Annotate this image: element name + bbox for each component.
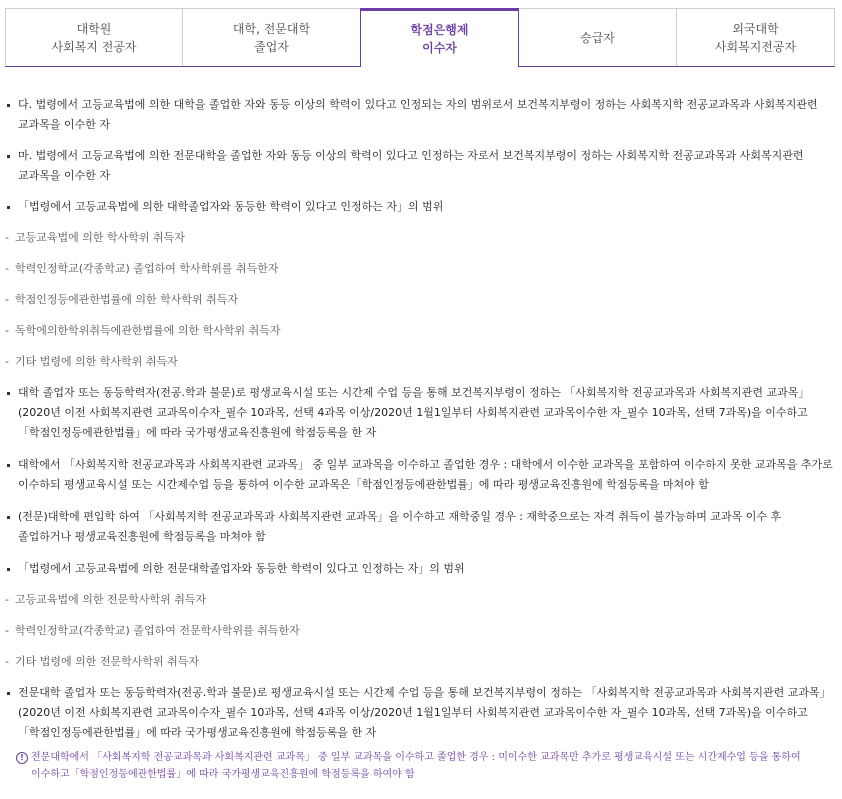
- credit-bank-content: [5, 95, 835, 783]
- tab-label-line1: 대학원: [76, 21, 112, 36]
- college-scope-item: - 기타 법령에 의한 전문학사학위 취득자: [5, 652, 835, 672]
- univ-scope-item: - 독학에의한학위취득에관한법률에 의한 학사학위 취득자: [5, 321, 835, 341]
- college-notice-text: 전문대학에서 「사회복지학 전공교과목과 사회복지관련 교과목」 중 일부 교과목을 이수하고 졸업한 경우 : 미이수한 교과목만 추가로 평생교육시설 또는 시간제수업 등을 통하여 이수하고「학점인정등에관한법률」에 따라 국가평생교육진흥원에 학점등록을 하여야 함: [31, 752, 801, 780]
- college-notice: [5, 749, 835, 783]
- tab-foreign-university[interactable]: [676, 8, 835, 66]
- univ-scope-heading: 「법령에서 고등교육법에 의한 대학졸업자와 동등한 학력이 있다고 인정하는 자」의 범위: [5, 197, 835, 217]
- tab-label-line1: 승급자: [580, 30, 615, 45]
- tab-upgrade[interactable]: [518, 8, 677, 66]
- tab-graduate-school[interactable]: [5, 8, 183, 66]
- univ-requirement-3: (전문)대학에 편입학 하여 「사회복지학 전공교과목과 사회복지관련 교과목」을 이수하고 재학중일 경우 : 재학중으로는 자격 취득이 불가능하며 교과목 이수 후 졸업하거나 평생교육진흥원에 학점등록을 마쳐야 함: [5, 507, 835, 547]
- tab-label-line1: 학점은행제: [410, 23, 469, 37]
- tab-label-line1: 외국대학: [732, 21, 779, 36]
- exclamation-icon: !: [16, 752, 28, 764]
- college-scope-heading: 「법령에서 고등교육법에 의한 전문대학졸업자와 동등한 학력이 있다고 인정하는 자」의 범위: [5, 559, 835, 579]
- tab-label-line2: 사회복지 전공자: [51, 39, 137, 54]
- clause-ma: 마. 법령에서 고등교육법에 의한 전문대학을 졸업한 자와 동등 이상의 학력이 있다고 인정하는 자로서 보건복지부령이 정하는 사회복지학 전공교과목과 사회복지관련 교과목을 이수한 자: [5, 146, 835, 186]
- tab-credit-bank[interactable]: [360, 8, 519, 67]
- univ-requirement-1: 대학 졸업자 또는 동등학력자(전공.학과 불문)로 평생교육시설 또는 시간제 수업 등을 통해 보건복지부령이 정하는 「사회복지학 전공교과목과 사회복지관련 교과목」(2020년 이전 사회복지관련 교과목이수자_필수 10과목, 선택 4과목 이상/2020년 1월1일부터 사회복지관련 교과목이수한 자_필수 10과목, 선택 7과목)을 이수하고 「학점인정등에관한법률」에 따라 국가평생교육진흥원에 학점등록을 한 자: [5, 383, 835, 443]
- univ-scope-item: - 기타 법령에 의한 학사학위 취득자: [5, 352, 835, 372]
- college-scope-item: - 학력인정학교(각종학교) 졸업하여 전문학사학위를 취득한자: [5, 621, 835, 641]
- tab-label-line2: 졸업자: [254, 39, 289, 54]
- univ-scope-item: - 학력인정학교(각종학교) 졸업하여 학사학위를 취득한자: [5, 259, 835, 279]
- qualification-tabs: [5, 8, 835, 67]
- univ-requirement-2: 대학에서 「사회복지학 전공교과목과 사회복지관련 교과목」 중 일부 교과목을 이수하고 졸업한 경우 : 대학에서 이수한 교과목을 포함하여 이수하지 못한 교과목을 추가로 이수하되 평생교육시설 또는 시간제수업 등을 통하여 이수한 교과목은「학점인정등에관한법률」에 따라 평생교육진흥원에 학점등록을 마쳐야 함: [5, 455, 835, 495]
- univ-scope-item: - 고등교육법에 의한 학사학위 취득자: [5, 228, 835, 248]
- tab-label-line2: 사회복지전공자: [714, 39, 797, 54]
- tab-label-line1: 대학, 전문대학: [232, 21, 311, 36]
- tab-college-graduate[interactable]: [182, 8, 361, 66]
- college-scope-item: - 고등교육법에 의한 전문학사학위 취득자: [5, 590, 835, 610]
- college-requirement-1: 전문대학 졸업자 또는 동등학력자(전공.학과 불문)로 평생교육시설 또는 시간제 수업 등을 통해 보건복지부령이 정하는 「사회복지학 전공교과목과 사회복지관련 교과목」(2020년 이전 사회복지관련 교과목이수자_필수 10과목, 선택 4과목 이상/2020년 1월1일부터 사회복지관련 교과목이수한 자_필수 10과목, 선택 7과목)을 이수하고 「학점인정등에관한법률」에 따라 국가평생교육진흥원에 학점등록을 한 자: [5, 683, 835, 743]
- univ-scope-item: - 학점인정등에관한법률에 의한 학사학위 취득자: [5, 290, 835, 310]
- clause-da: 다. 법령에서 고등교육법에 의한 대학을 졸업한 자와 동등 이상의 학력이 있다고 인정되는 자의 범위로서 보건복지부령이 정하는 사회복지학 전공교과목과 사회복지관련 교과목을 이수한 자: [5, 95, 835, 135]
- tab-label-line2: 이수자: [422, 41, 457, 55]
